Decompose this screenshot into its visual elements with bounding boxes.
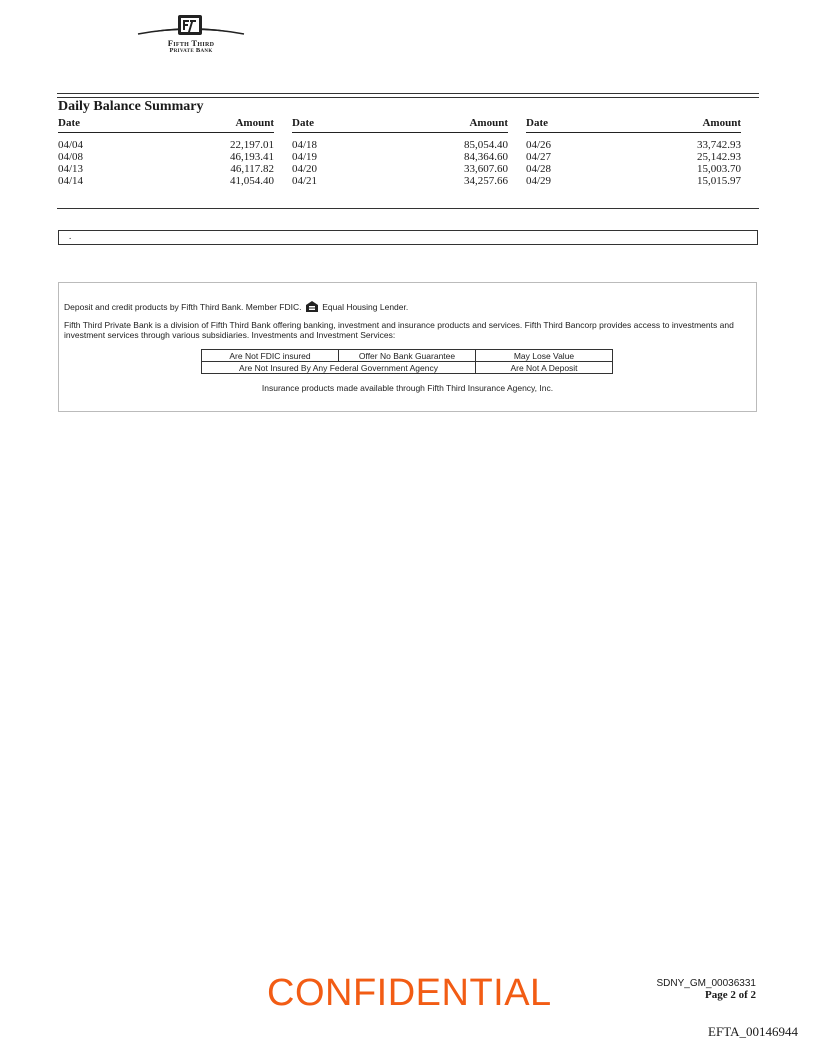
amount-header: Amount xyxy=(702,117,741,129)
row-amount: 25,142.93 xyxy=(697,151,741,163)
row-date: 04/13 xyxy=(58,163,84,175)
equal-housing-text: Equal Housing Lender. xyxy=(322,302,409,312)
row-amount: 33,742.93 xyxy=(697,139,741,151)
investment-disclaimer-table xyxy=(201,349,613,374)
section-title: Daily Balance Summary xyxy=(58,99,204,114)
balance-row xyxy=(58,139,274,151)
efta-number: EFTA_00146944 xyxy=(708,1024,798,1039)
disclaimer-cell: Are Not FDIC insured xyxy=(202,350,339,362)
row-date: 04/08 xyxy=(58,151,84,163)
column-header xyxy=(58,117,274,133)
fdic-text: Deposit and credit products by Fifth Third Bank. Member FDIC. xyxy=(64,302,302,312)
row-amount: 22,197.01 xyxy=(230,139,274,151)
row-date: 04/04 xyxy=(58,139,84,151)
confidential-stamp: CONFIDENTIAL xyxy=(267,972,552,1014)
row-amount: 46,193.41 xyxy=(230,151,274,163)
bank-logo xyxy=(136,14,246,58)
row-date: 04/20 xyxy=(292,163,318,175)
bates-number: SDNY_GM_00036331 xyxy=(656,978,756,989)
row-date: 04/19 xyxy=(292,151,318,163)
balance-row xyxy=(526,163,741,175)
balance-row xyxy=(526,151,741,163)
row-date: 04/26 xyxy=(526,139,552,151)
balance-row xyxy=(292,151,508,163)
column-header xyxy=(292,117,508,133)
date-header: Date xyxy=(292,117,314,129)
balance-row xyxy=(292,139,508,151)
balance-row xyxy=(58,163,274,175)
page-number: Page 2 of 2 xyxy=(704,989,756,1001)
equal-housing-icon xyxy=(306,301,318,312)
top-divider xyxy=(57,93,759,94)
note-text: . xyxy=(69,231,72,241)
balance-row xyxy=(58,175,274,187)
balance-row xyxy=(526,139,741,151)
balance-column-3 xyxy=(526,117,741,187)
date-header: Date xyxy=(526,117,548,129)
row-date: 04/18 xyxy=(292,139,318,151)
disclaimer-cell: Are Not A Deposit xyxy=(476,362,613,374)
summary-bottom-divider xyxy=(57,208,759,209)
note-box xyxy=(58,230,758,245)
top-divider-secondary xyxy=(57,97,759,98)
row-amount: 15,015.97 xyxy=(697,175,741,187)
row-amount: 84,364.60 xyxy=(464,151,508,163)
row-amount: 85,054.40 xyxy=(464,139,508,151)
row-date: 04/14 xyxy=(58,175,84,187)
balance-column-1 xyxy=(58,117,274,187)
row-amount: 15,003.70 xyxy=(697,163,741,175)
private-bank-statement: Fifth Third Private Bank is a division of Fifth Third Bank offering banking, investment and insurance products and services. Fifth Third Bancorp provides access to investments and investment services through various subsidiaries. Investments and Investment Services: xyxy=(64,320,734,340)
row-amount: 34,257.66 xyxy=(464,175,508,187)
row-date: 04/28 xyxy=(526,163,552,175)
disclosure-box xyxy=(58,282,757,412)
row-date: 04/29 xyxy=(526,175,552,187)
bank-name-line1: Fifth Third xyxy=(167,38,215,48)
row-date: 04/27 xyxy=(526,151,552,163)
column-header xyxy=(526,117,741,133)
date-header: Date xyxy=(58,117,80,129)
amount-header: Amount xyxy=(235,117,274,129)
amount-header: Amount xyxy=(469,117,508,129)
row-amount: 46,117.82 xyxy=(230,163,274,175)
balance-row xyxy=(526,175,741,187)
disclaimer-cell: Are Not Insured By Any Federal Government Agency xyxy=(202,362,476,374)
disclaimer-cell: Offer No Bank Guarantee xyxy=(339,350,476,362)
bank-name-line2: Private Bank xyxy=(169,47,213,54)
row-date: 04/21 xyxy=(292,175,318,187)
balance-column-2 xyxy=(292,117,508,187)
fifth-third-logo-icon xyxy=(136,14,246,40)
row-amount: 33,607.60 xyxy=(464,163,508,175)
insurance-statement: Insurance products made available through Fifth Third Insurance Agency, Inc. xyxy=(261,383,554,393)
balance-row xyxy=(292,163,508,175)
balance-row xyxy=(58,151,274,163)
disclaimer-cell: May Lose Value xyxy=(476,350,613,362)
row-amount: 41,054.40 xyxy=(230,175,274,187)
balance-row xyxy=(292,175,508,187)
fdic-statement xyxy=(64,301,408,312)
